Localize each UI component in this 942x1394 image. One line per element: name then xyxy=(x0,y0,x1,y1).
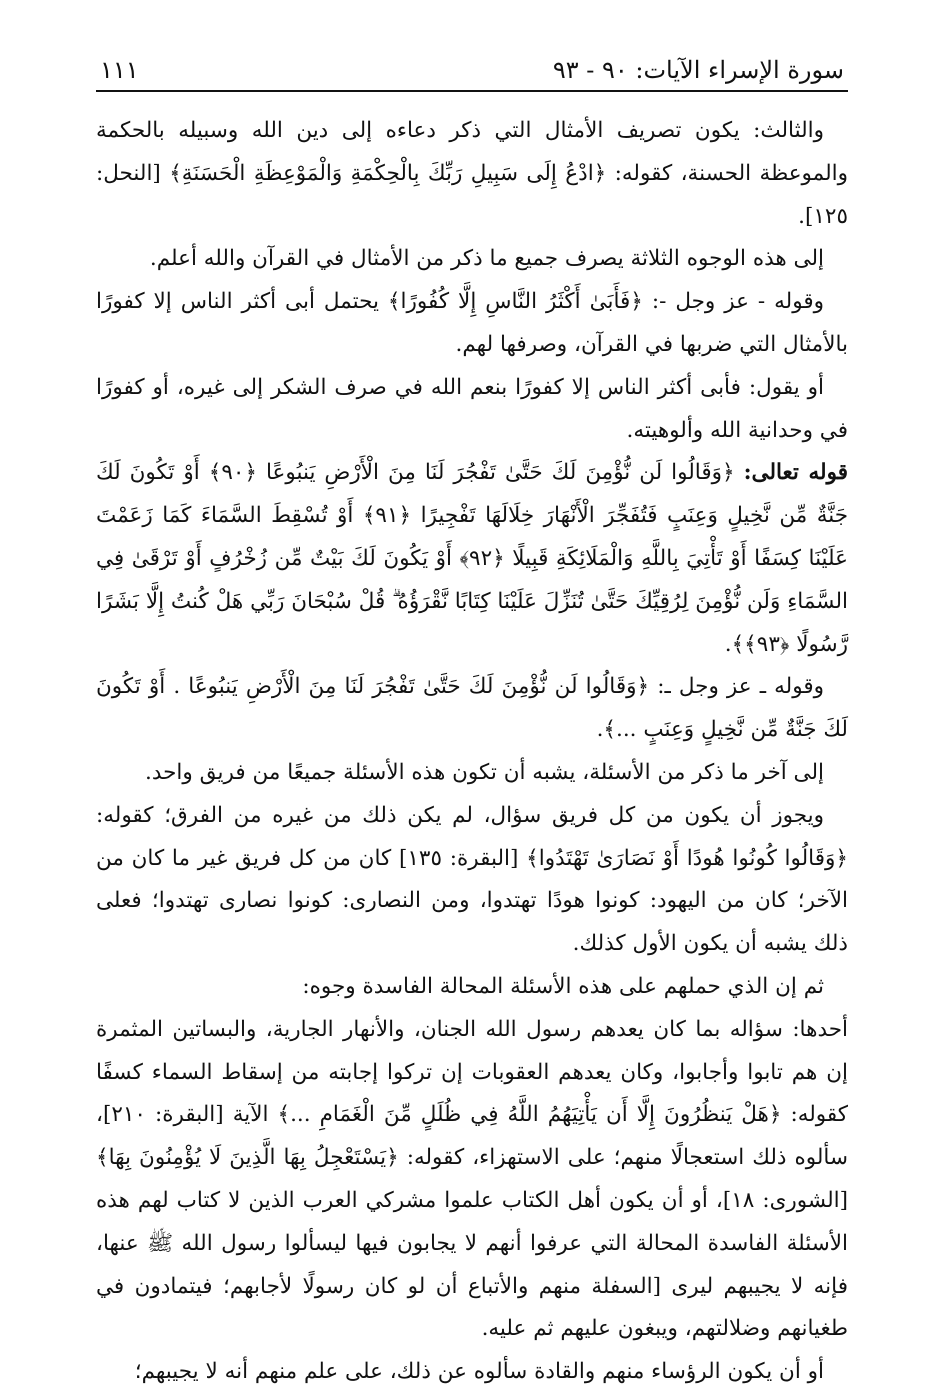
paragraph: أو يقول: فأبى أكثر الناس إلا كفورًا بنعم الله في صرف الشكر إلى غيره، أو كفورًا في وحدانية الله وألوهيته. xyxy=(96,374,848,443)
paragraph: أو أن يكون الرؤساء منهم والقادة سألوه عن ذلك، على علم منهم أنه لا يجيبهم؛ xyxy=(134,1359,824,1385)
paragraph: وقوله - عز وجل -: ﴿فَأَبَىٰ أَكْثَرُ النَّاسِ إِلَّا كُفُورًا﴾ يحتمل أبى أكثر الناس إلا كفورًا بالأمثال التي ضربها في القرآن، وصرفها لهم. xyxy=(96,289,848,357)
paragraph: ويجوز أن يكون من كل فريق سؤال، لم يكن ذلك من غيره من الفرق؛ كقوله: ﴿وَقَالُوا كُونُوا هُودًا أَوْ نَصَارَىٰ تَهْتَدُوا﴾ [البقرة: ١٣٥] كان من كل فريق غير ما كان من الآخر؛ كان من اليهود: كونوا هودًا تهتدوا، ومن النصارى: كونوا نصارى تهتدوا؛ فعلى ذلك يشبه أن يكون الأول كذلك. xyxy=(96,802,848,957)
surah-title: سورة الإسراء الآيات: ٩٠ - ٩٣ xyxy=(552,56,844,84)
paragraph: أحدها: سؤاله بما كان يعدهم رسول الله الجنان، والأنهار الجارية، والبساتين المثمرة إن هم تابوا وأجابوا، وكان يعدهم العقوبات إن تركوا إجابته من إسقاط السماء كسفًا كقوله: ﴿هَلْ يَنظُرُونَ إِلَّا أَن يَأْتِيَهُمُ اللَّهُ فِي ظُلَلٍ مِّنَ الْغَمَامِ ...﴾ الآية [البقرة: ٢١٠]، سألوه ذلك استعجالًا منهم؛ على الاستهزاء، كقوله: ﴿يَسْتَعْجِلُ بِهَا الَّذِينَ لَا يُؤْمِنُونَ بِهَا﴾ [الشورى: ١٨]، أو أن يكون أهل الكتاب علموا مشركي العرب الذين لا كتاب لهم هذه الأسئلة الفاسدة المحالة التي عرفوا أنهم لا يجابون فيها ليسألوا رسول الله ﷺ عنها، فإنه لا يجيبهم ليرى [السفلة منهم والأتباع أن لو كان رسولًا لأجابهم؛ فيتمادون في طغيانهم وضلالتهم، ويبغون عليهم ثم عليه. xyxy=(96,1016,848,1342)
verse-lead: قوله تعالى: xyxy=(743,460,848,486)
paragraph: والثالث: يكون تصريف الأمثال التي ذكر دعاءه إلى دين الله وسبيله بالحكمة والموعظة الحسنة، كقوله: ﴿ادْعُ إِلَى سَبِيلِ رَبِّكَ بِالْحِكْمَةِ وَالْمَوْعِظَةِ الْحَسَنَةِ﴾ [النحل: ١٢٥]. xyxy=(96,118,848,229)
paragraph: إلى آخر ما ذكر من الأسئلة، يشبه أن تكون هذه الأسئلة جميعًا من فريق واحد. xyxy=(145,759,824,785)
page-header xyxy=(96,52,848,92)
page-number: ١١١ xyxy=(100,56,139,84)
quran-verse: ﴿وَقَالُوا لَن نُّؤْمِنَ لَكَ حَتَّىٰ تَفْجُرَ لَنَا مِنَ الْأَرْضِ يَنبُوعًا ﴿٩٠﴾ أَوْ تَكُونَ لَكَ جَنَّةٌ مِّن نَّخِيلٍ وَعِنَبٍ فَتُفَجِّرَ الْأَنْهَارَ خِلَالَهَا تَفْجِيرًا ﴿٩١﴾ أَوْ تُسْقِطَ السَّمَاءَ كَمَا زَعَمْتَ عَلَيْنَا كِسَفًا أَوْ تَأْتِيَ بِاللَّهِ وَالْمَلَائِكَةِ قَبِيلًا ﴿٩٢﴾ أَوْ يَكُونَ لَكَ بَيْتٌ مِّن زُخْرُفٍ أَوْ تَرْقَىٰ فِي السَّمَاءِ وَلَن نُّؤْمِنَ لِرُقِيِّكَ حَتَّىٰ تُنَزِّلَ عَلَيْنَا كِتَابًا نَّقْرَؤُهُ ۗ قُلْ سُبْحَانَ رَبِّي هَلْ كُنتُ إِلَّا بَشَرًا رَّسُولًا ﴿٩٣﴾﴾. xyxy=(96,460,848,657)
paragraph: إلى هذه الوجوه الثلاثة يصرف جميع ما ذكر من الأمثال في القرآن والله أعلم. xyxy=(149,246,824,272)
paragraph: وقوله ـ عز وجل ـ: ﴿وَقَالُوا لَن نُّؤْمِنَ لَكَ حَتَّىٰ تَفْجُرَ لَنَا مِنَ الْأَرْضِ يَنبُوعًا . أَوْ تَكُونَ لَكَ جَنَّةٌ مِّن نَّخِيلٍ وَعِنَبٍ ...﴾. xyxy=(96,674,848,743)
page-body xyxy=(96,92,848,1394)
paragraph: ثم إن الذي حملهم على هذه الأسئلة المحالة الفاسدة وجوه: xyxy=(302,973,824,999)
verse-paragraph xyxy=(96,452,848,666)
